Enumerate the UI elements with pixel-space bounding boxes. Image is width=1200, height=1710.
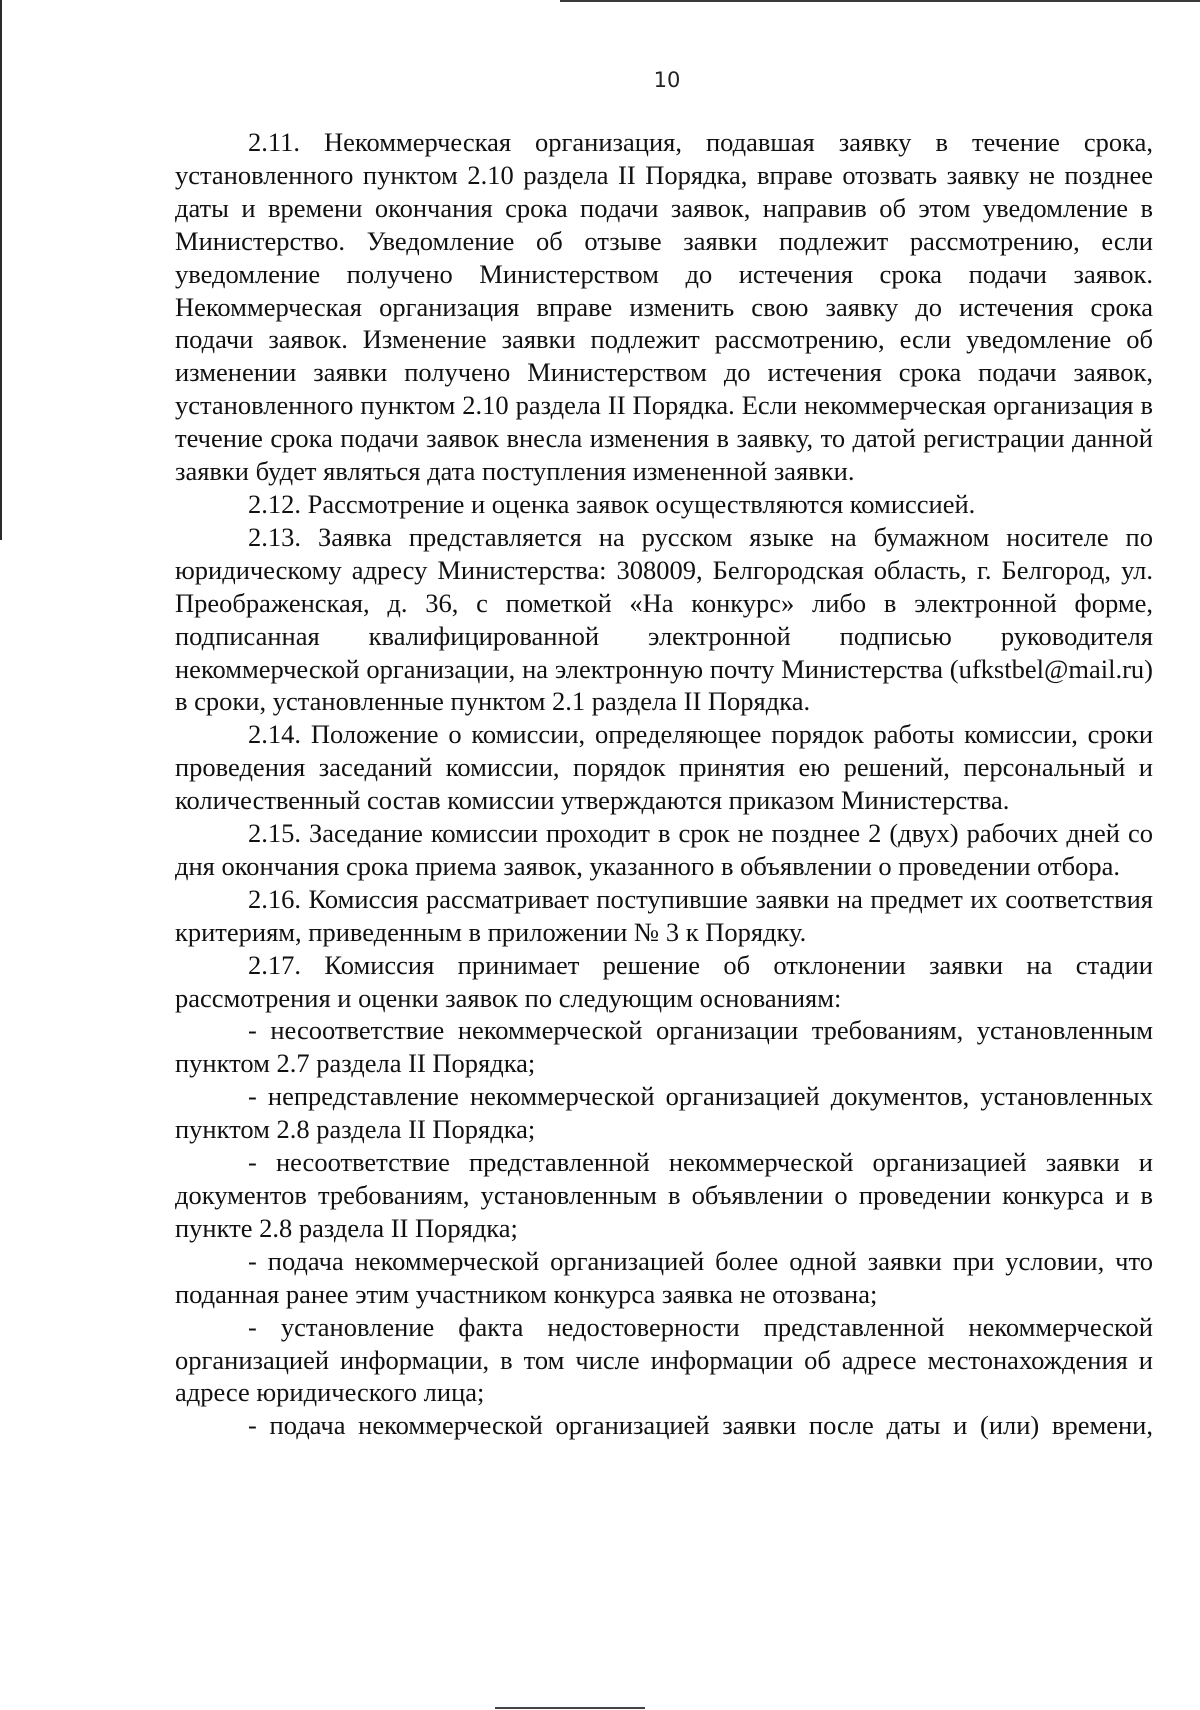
paragraph-2-11: 2.11. Некоммерческая организация, подавшая заявку в течение срока, установленного пунктом 2.10 раздела II Порядка, вправе отозвать заявку не позднее даты и времени окончания срока подачи заявок, направив об этом уведомление в Министерство. Уведомление об отзыве заявки подлежит рассмотрению, если уведомление получено Министерством до истечения срока подачи заявок. Некоммерческая организация вправе изменить свою заявку до истечения срока подачи заявок. Изменение заявки подлежит рассмотрению, если уведомление об изменении заявки получено Министерством до истечения срока подачи заявок, установленного пунктом 2.10 раздела II Порядка. Если некоммерческая организация в течение срока подачи заявок внесла изменения в заявку, то датой регистрации данной заявки будет являться дата поступления измененной заявки. <box>175 127 1153 487</box>
paragraph-2-14: 2.14. Положение о комиссии, определяющее порядок работы комиссии, сроки проведения заседаний комиссии, порядок принятия ею решений, персональный и количественный состав комиссии утверждаются приказом Министерства. <box>175 719 1153 816</box>
document-body <box>175 126 1153 1442</box>
list-item-ground-2: - непредставление некоммерческой организацией документов, установленных пунктом 2.8 раздела II Порядка; <box>175 1081 1153 1145</box>
list-item-ground-3: - несоответствие представленной некоммерческой организацией заявки и документов требованиям, установленным в объявлении о проведении конкурса и в пункте 2.8 раздела II Порядка; <box>175 1147 1153 1243</box>
list-item-ground-6: - подача некоммерческой организацией заявки после даты и (или) времени, <box>248 1410 1153 1441</box>
page-number: 10 <box>653 68 681 92</box>
paragraph-2-12: 2.12. Рассмотрение и оценка заявок осуществляются комиссией. <box>248 488 976 519</box>
paragraph-2-17: 2.17. Комиссия принимает решение об отклонении заявки на стадии рассмотрения и оценки заявок по следующим основаниям: <box>175 949 1153 1013</box>
list-item-ground-4: - подача некоммерческой организацией более одной заявки при условии, что поданная ранее этим участником конкурса заявка не отозвана; <box>175 1245 1153 1309</box>
list-item-ground-5: - установление факта недостоверности представленной некоммерческой организацией информации, в том числе информации об адресе местонахождения и адресе юридического лица; <box>175 1311 1153 1408</box>
paragraph-2-16: 2.16. Комиссия рассматривает поступившие заявки на предмет их соответствия критериям, приведенным в приложении № 3 к Порядку. <box>175 883 1153 947</box>
list-item-ground-1: - несоответствие некоммерческой организации требованиям, установленным пунктом 2.7 раздела II Порядка; <box>175 1015 1153 1079</box>
scan-edge-top <box>560 0 1200 2</box>
paragraph-2-13: 2.13. Заявка представляется на русском языке на бумажном носителе по юридическому адресу Министерства: 308009, Белгородская область, г. Белгород, ул. Преображенская, д. 36, с пометкой «На конкурс» либо в электронной форме, подписанная квалифицированной электронной подписью руководителя некоммерческой организации, на электронную почту Министерства (ufkstbel@mail.ru) в сроки, установленные пунктом 2.1 раздела II Порядка. <box>175 521 1153 717</box>
paragraph-2-15: 2.15. Заседание комиссии проходит в срок не позднее 2 (двух) рабочих дней со дня окончания срока приема заявок, указанного в объявлении о проведении отбора. <box>175 818 1153 881</box>
scan-edge-bottom <box>495 1707 645 1709</box>
